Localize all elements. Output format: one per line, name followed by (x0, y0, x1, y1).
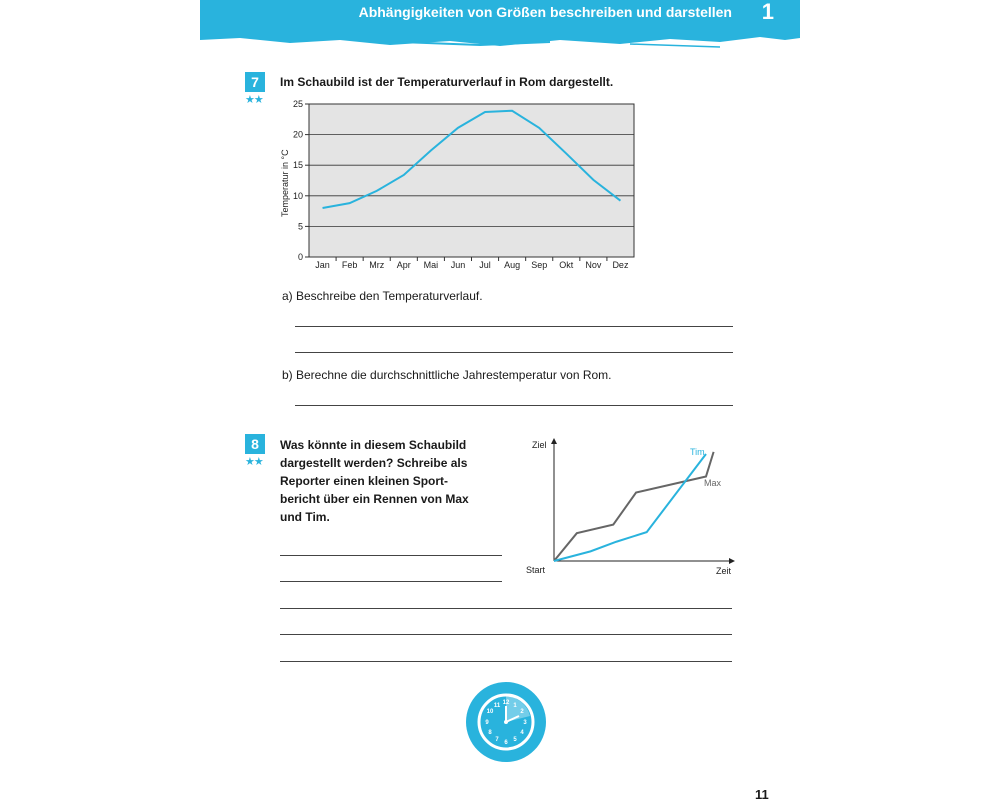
x-axis-label: Zeit (716, 566, 732, 576)
x-tick-label: Okt (559, 260, 574, 270)
svg-text:4: 4 (520, 730, 524, 736)
x-tick-label: Mrz (369, 260, 385, 270)
svg-text:5: 5 (513, 737, 517, 743)
x-tick-label: Jul (479, 260, 491, 270)
svg-text:1: 1 (513, 703, 517, 709)
answer-line[interactable] (280, 661, 732, 662)
svg-text:11: 11 (493, 703, 501, 709)
x-tick-label: Jun (450, 260, 466, 270)
task7a-text: a) Beschreibe den Temperaturverlauf. (282, 289, 483, 303)
temperature-chart (270, 95, 650, 275)
x-tick-label: Aug (504, 260, 521, 270)
task8-number: 8 (245, 434, 265, 454)
task7-number: 7 (245, 72, 265, 92)
x-tick-label: Dez (612, 260, 629, 270)
answer-line[interactable] (280, 608, 732, 609)
chapter-header (200, 0, 800, 30)
task7-title: Im Schaubild ist der Temperaturverlauf in Rom dargestellt. (280, 75, 614, 89)
task8-stars: ★★ (245, 456, 263, 468)
plot-area (309, 104, 634, 257)
answer-line[interactable] (295, 326, 733, 327)
brush-edge (200, 28, 800, 50)
y-tick-label: 5 (297, 221, 303, 232)
y-tick-label: 20 (292, 129, 303, 140)
chapter-number: 1 (761, 0, 774, 24)
y-tick-label: 25 (292, 99, 303, 109)
start-label: Start (526, 565, 546, 575)
x-tick-label: Mai (423, 260, 439, 270)
answer-line[interactable] (280, 634, 732, 635)
answer-line[interactable] (280, 555, 502, 556)
x-tick-label: Apr (396, 260, 411, 270)
y-tick-label: 0 (297, 252, 303, 262)
x-tick-label: Feb (341, 260, 358, 270)
series-label-tim: Tim (690, 447, 705, 457)
clock-icon (466, 682, 546, 762)
y-tick-label: 10 (292, 190, 303, 201)
series-label-max: Max (704, 478, 722, 488)
x-tick-label: Jan (315, 260, 330, 270)
task8-text: Was könnte in diesem Schaubild dargestellt werden? Schreibe als Reporter einen kleinen Sport-bericht über ein Rennen von Max und Tim. (280, 438, 469, 524)
x-tick-label: Nov (585, 260, 602, 270)
svg-text:10: 10 (486, 709, 494, 715)
task7b-text: b) Berechne die durchschnittliche Jahrestemperatur von Rom. (282, 368, 612, 382)
answer-line[interactable] (295, 405, 733, 406)
answer-line[interactable] (280, 581, 502, 582)
svg-text:7: 7 (495, 737, 499, 743)
x-tick-label: Sep (531, 260, 548, 270)
svg-text:12: 12 (502, 700, 510, 706)
task7-stars: ★★ (245, 94, 263, 106)
series-line-tim (554, 454, 706, 561)
page-number: 11 (755, 787, 769, 802)
svg-text:9: 9 (485, 720, 489, 726)
series-line-max (554, 452, 714, 561)
svg-text:6: 6 (504, 740, 508, 746)
svg-text:8: 8 (488, 730, 492, 736)
svg-text:3: 3 (523, 720, 527, 726)
chapter-title: Abhängigkeiten von Größen beschreiben und darstellen (358, 4, 732, 20)
y-axis-label: Temperatur in °C (280, 149, 290, 217)
y-tick-label: 15 (292, 160, 303, 171)
answer-line[interactable] (295, 352, 733, 353)
y-axis-label: Ziel (532, 440, 547, 450)
race-chart (520, 435, 740, 580)
svg-text:2: 2 (520, 709, 524, 715)
